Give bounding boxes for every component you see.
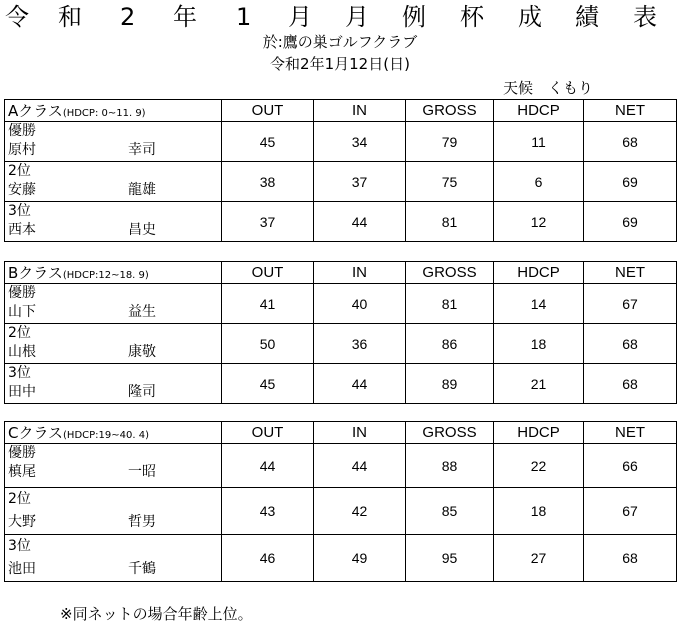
in-score: 44 [314,444,406,488]
title-char: 成 [518,3,542,31]
rank-label: 優勝 [8,123,36,139]
player-cell [5,202,222,242]
rank-label: 2位 [8,491,31,507]
col-header-out: OUT [222,422,314,444]
out-score: 44 [222,444,314,488]
in-score: 37 [314,162,406,202]
hdcp-score: 6 [494,162,584,202]
title-char: 和 [58,3,82,31]
title-char: 月 [345,3,369,31]
player-cell [5,364,222,404]
weather-text: 天候 くもり [503,79,594,97]
col-header-net: NET [584,100,677,122]
table-row [5,324,677,364]
class-label [5,262,222,284]
class-c-table [4,421,677,582]
footnote: ※同ネットの場合年齢上位。 [60,605,253,623]
player-surname: 西本 [8,222,36,238]
col-header-gross: GROSS [406,262,494,284]
hdcp-score: 12 [494,202,584,242]
player-given-name: 幸司 [128,142,156,158]
table-row [5,364,677,404]
net-score: 68 [584,364,677,404]
player-given-name: 隆司 [128,384,156,400]
gross-score: 88 [406,444,494,488]
player-surname: 原村 [8,142,36,158]
hdcp-score: 22 [494,444,584,488]
rank-label: 3位 [8,365,31,381]
header-row [5,100,677,122]
hdcp-score: 11 [494,122,584,162]
table-row [5,122,677,162]
event-date: 令和2年1月12日(日) [270,55,410,73]
player-surname: 大野 [8,514,36,530]
player-cell [5,284,222,324]
player-surname: 池田 [8,561,36,577]
player-cell [5,324,222,364]
hdcp-score: 18 [494,324,584,364]
gross-score: 86 [406,324,494,364]
hdcp-range: (HDCP:12~18. 9) [62,270,149,281]
player-given-name: 益生 [128,304,156,320]
in-score: 49 [314,535,406,582]
title-char: 1 [236,3,252,31]
net-score: 66 [584,444,677,488]
class-name: Aクラス [8,102,63,120]
gross-score: 79 [406,122,494,162]
out-score: 38 [222,162,314,202]
net-score: 68 [584,324,677,364]
hdcp-score: 18 [494,488,584,535]
in-score: 44 [314,364,406,404]
gross-score: 75 [406,162,494,202]
player-given-name: 一昭 [128,464,156,480]
title-char: 月 [288,3,312,31]
player-given-name: 哲男 [128,514,156,530]
hdcp-score: 14 [494,284,584,324]
table-row [5,284,677,324]
player-surname: 安藤 [8,182,36,198]
gross-score: 95 [406,535,494,582]
col-header-net: NET [584,422,677,444]
gross-score: 81 [406,284,494,324]
gross-score: 81 [406,202,494,242]
table-row [5,202,677,242]
col-header-in: IN [314,100,406,122]
title-char: 績 [575,3,599,31]
hdcp-score: 27 [494,535,584,582]
in-score: 42 [314,488,406,535]
title-char: 例 [402,3,426,31]
rank-label: 優勝 [8,445,36,461]
net-score: 69 [584,202,677,242]
title-char: 表 [633,3,657,31]
class-b-table [4,261,677,404]
player-surname: 山下 [8,304,36,320]
out-score: 50 [222,324,314,364]
rank-label: 2位 [8,325,31,341]
col-header-hdcp: HDCP [494,422,584,444]
col-header-gross: GROSS [406,100,494,122]
gross-score: 85 [406,488,494,535]
class-a-table [4,99,677,242]
title-char: 杯 [460,3,484,31]
hdcp-score: 21 [494,364,584,404]
hdcp-range: (HDCP: 0~11. 9) [62,108,146,119]
table-row [5,162,677,202]
player-given-name: 千鶴 [128,561,156,577]
net-score: 67 [584,488,677,535]
col-header-in: IN [314,422,406,444]
gross-score: 89 [406,364,494,404]
in-score: 36 [314,324,406,364]
player-given-name: 康敬 [128,344,156,360]
in-score: 44 [314,202,406,242]
rank-label: 3位 [8,538,31,554]
in-score: 34 [314,122,406,162]
player-surname: 田中 [8,384,36,400]
col-header-out: OUT [222,100,314,122]
out-score: 45 [222,364,314,404]
player-cell [5,488,222,535]
net-score: 69 [584,162,677,202]
table-row [5,535,677,582]
rank-label: 3位 [8,203,31,219]
rank-label: 2位 [8,163,31,179]
in-score: 40 [314,284,406,324]
header-row [5,262,677,284]
player-given-name: 龍雄 [128,182,156,198]
table-row [5,488,677,535]
out-score: 41 [222,284,314,324]
player-cell [5,122,222,162]
out-score: 43 [222,488,314,535]
col-header-net: NET [584,262,677,284]
page-title [0,2,680,32]
net-score: 68 [584,535,677,582]
rank-label: 優勝 [8,285,36,301]
col-header-out: OUT [222,262,314,284]
player-given-name: 昌史 [128,222,156,238]
col-header-gross: GROSS [406,422,494,444]
title-char: 年 [173,3,197,31]
out-score: 45 [222,122,314,162]
player-cell [5,444,222,488]
net-score: 68 [584,122,677,162]
player-surname: 山根 [8,344,36,360]
player-cell [5,535,222,582]
class-name: Bクラス [8,264,63,282]
player-surname: 槙尾 [8,464,36,480]
out-score: 37 [222,202,314,242]
class-label [5,100,222,122]
hdcp-range: (HDCP:19~40. 4) [63,430,149,441]
col-header-hdcp: HDCP [494,100,584,122]
table-row [5,444,677,488]
col-header-hdcp: HDCP [494,262,584,284]
title-char: 令 [5,3,29,31]
header-row [5,422,677,444]
col-header-in: IN [314,262,406,284]
player-cell [5,162,222,202]
out-score: 46 [222,535,314,582]
net-score: 67 [584,284,677,324]
class-name: Cクラス [8,424,64,442]
title-char: 2 [120,3,136,31]
class-label [5,422,222,444]
venue-text: 於:鷹の巣ゴルフクラブ [262,33,418,51]
